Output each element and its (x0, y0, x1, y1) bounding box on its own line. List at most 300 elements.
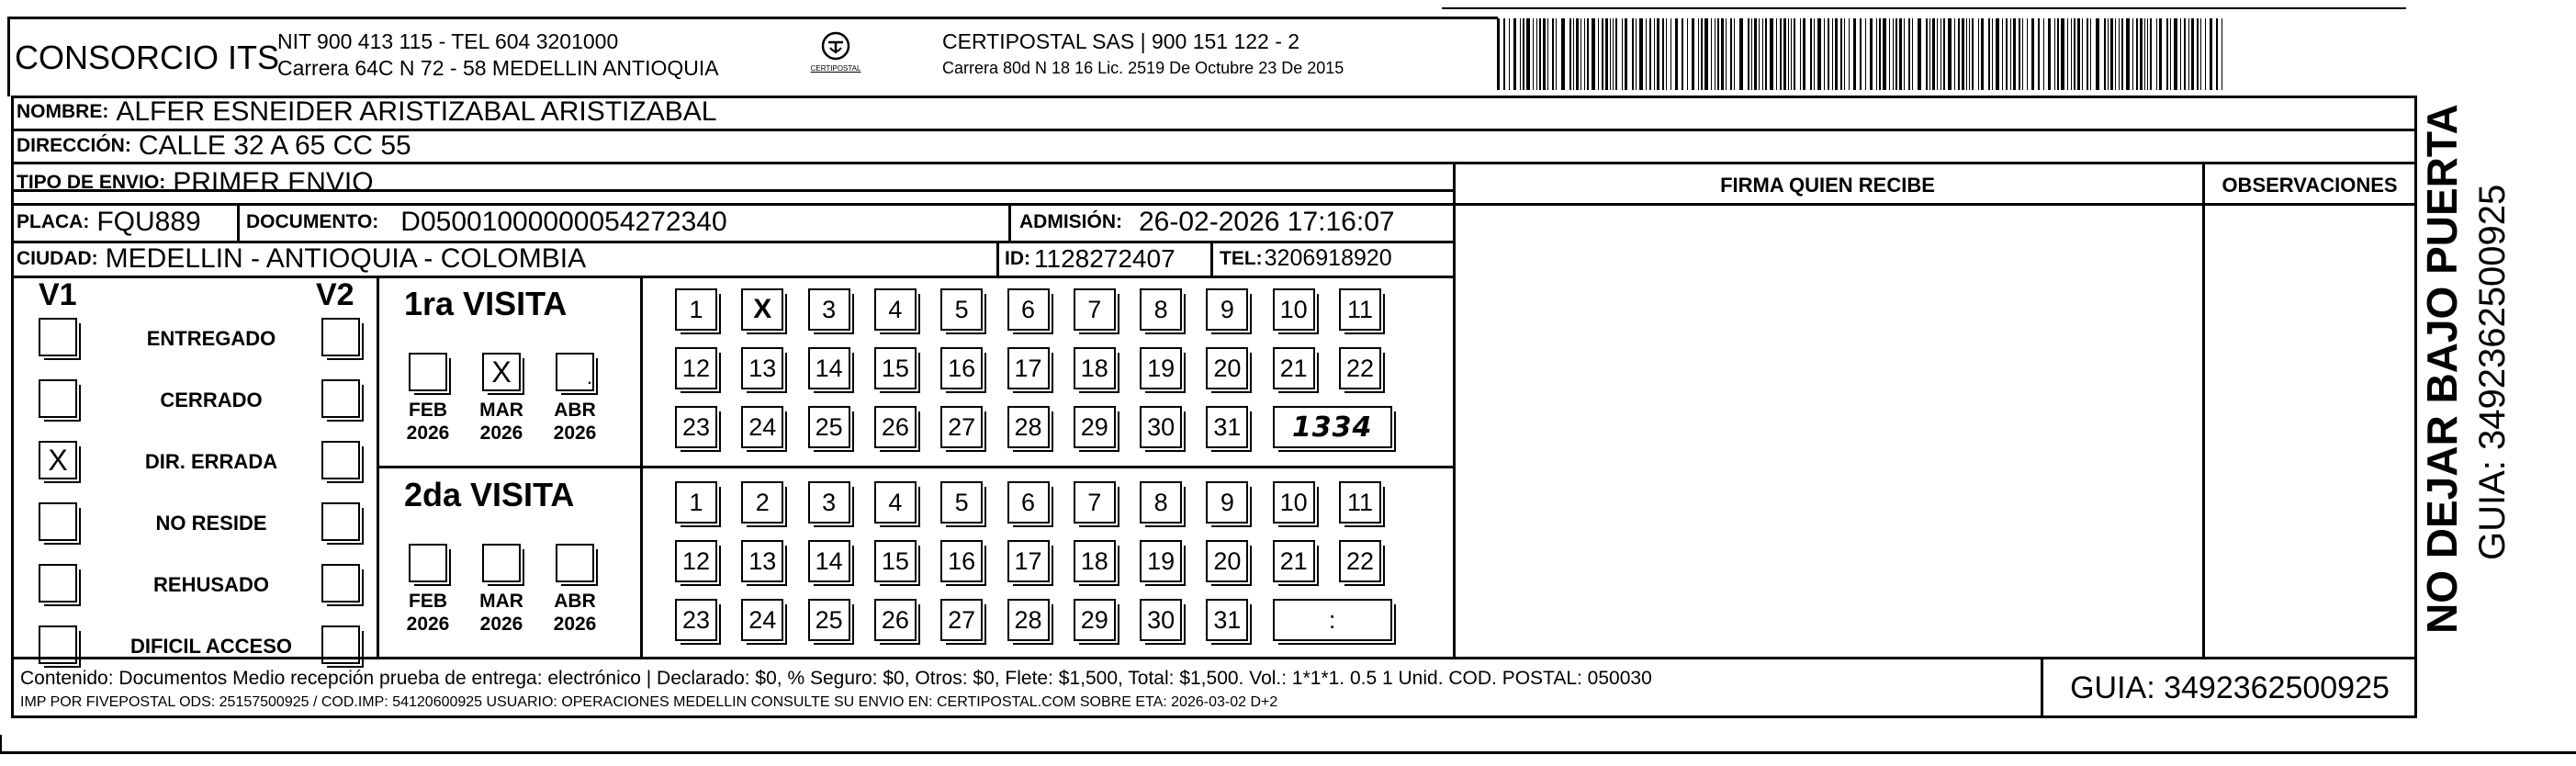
admision-label: ADMISIÓN: (1019, 211, 1122, 232)
direccion-label: DIRECCIÓN: (17, 134, 131, 156)
barcode-bar (1675, 18, 1678, 90)
barcode-bar (1958, 18, 1960, 90)
barcode-bar (1625, 18, 1627, 90)
day-box[interactable]: 2 (741, 481, 783, 524)
barcode-bar (2188, 18, 2189, 90)
barcode-bar (2174, 18, 2177, 90)
barcode-bar (1962, 18, 1964, 90)
barcode-bar (1666, 18, 1667, 90)
day-box[interactable]: 15 (874, 540, 917, 582)
nombre-value: ALFER ESNEIDER ARISTIZABAL ARISTIZABAL (116, 96, 717, 127)
day-box[interactable]: 18 (1074, 540, 1116, 582)
day-box[interactable]: 19 (1140, 347, 1182, 389)
barcode-bar (1978, 18, 1979, 90)
day-box[interactable]: 25 (808, 406, 850, 448)
divider (377, 466, 1453, 468)
barcode-bar (1751, 18, 1752, 90)
barcode-bar (1926, 18, 1928, 90)
barcode-bar (1912, 18, 1913, 90)
barcode-bar (2191, 18, 2194, 90)
day-box[interactable]: 12 (675, 347, 717, 389)
day-box[interactable]: 31 (1206, 406, 1248, 448)
barcode-bar (1598, 18, 1599, 90)
barcode (1497, 18, 2222, 90)
day-box[interactable]: 8 (1140, 481, 1182, 524)
day-box[interactable]: 11 (1339, 288, 1381, 331)
barcode-bar (2156, 18, 2157, 90)
barcode-bar (1895, 18, 1897, 90)
carrier-address: Carrera 80d N 18 16 Lic. 2519 De Octubre 23 De 2015 (942, 59, 1344, 77)
barcode-bar (1543, 18, 1546, 90)
nombre-row (17, 96, 716, 129)
v2-checkbox[interactable] (321, 625, 360, 664)
barcode-bar (1932, 18, 1935, 90)
day-box[interactable]: 5 (940, 481, 983, 524)
barcode-bar (2067, 18, 2068, 90)
v2-checkbox[interactable] (321, 379, 360, 418)
id-value: 1128272407 (1034, 243, 1176, 273)
company-address: Carrera 64C N 72 - 58 MEDELLIN ANTIOQUIA (277, 56, 719, 80)
month-label (469, 590, 534, 636)
barcode-bar (2216, 18, 2218, 90)
barcode-bar (1849, 18, 1850, 90)
time-box[interactable]: : (1273, 599, 1392, 641)
divider (1453, 162, 1456, 657)
day-box[interactable]: 9 (1206, 288, 1248, 331)
v2-label: V2 (316, 277, 354, 312)
logo-text: CERTIPOSTAL (810, 64, 861, 73)
day-box[interactable]: 28 (1007, 406, 1050, 448)
firma-header: FIRMA QUIEN RECIBE (1720, 174, 1935, 197)
observaciones-header: OBSERVACIONES (2222, 174, 2398, 197)
v2-checkbox[interactable] (321, 441, 360, 479)
day-box[interactable]: 3 (808, 481, 850, 524)
barcode-bar (1943, 18, 1945, 90)
barcode-bar (1765, 18, 1767, 90)
divider (377, 276, 379, 657)
ciudad-label: CIUDAD: (17, 247, 98, 269)
day-box[interactable]: X (741, 288, 783, 331)
day-box[interactable]: 1 (675, 481, 717, 524)
barcode-bar (1605, 18, 1608, 90)
divider (11, 276, 1453, 278)
barcode-bar (1810, 18, 1812, 90)
day-box[interactable]: 27 (940, 406, 983, 448)
barcode-bar (2115, 18, 2116, 90)
barcode-bar (1622, 18, 1623, 90)
day-box[interactable]: 30 (1140, 599, 1182, 641)
day-box[interactable]: 7 (1074, 288, 1116, 331)
day-box[interactable]: 20 (1206, 347, 1248, 389)
certipostal-logo (808, 28, 863, 79)
day-box[interactable]: 24 (741, 599, 783, 641)
barcode-bar (1569, 18, 1571, 90)
barcode-bar (1698, 18, 1699, 90)
month-label (469, 399, 534, 445)
day-box[interactable]: 21 (1273, 347, 1315, 389)
day-box[interactable]: 19 (1140, 540, 1182, 582)
barcode-bar (2010, 18, 2011, 90)
first-visit-title: 1ra VISITA (404, 285, 568, 322)
divider (1210, 241, 1213, 276)
month-checkbox[interactable]: . (556, 353, 594, 391)
barcode-bar (2087, 18, 2088, 90)
barcode-bar (2077, 18, 2080, 90)
month-year: 2026 (406, 614, 450, 635)
barcode-bar (1776, 18, 1777, 90)
v1-checkbox[interactable] (39, 502, 77, 541)
barcode-bar (1824, 18, 1825, 90)
barcode-bar (1613, 18, 1614, 90)
left-border (0, 735, 2, 753)
day-box[interactable]: 10 (1273, 481, 1315, 524)
month-name: MAR (479, 591, 523, 612)
barcode-bar (1844, 18, 1845, 90)
barcode-bar (2210, 18, 2212, 90)
barcode-bar (1954, 18, 1955, 90)
placa-label: PLACA: (17, 211, 90, 232)
top-border (1442, 7, 2406, 9)
barcode-bar (2057, 18, 2059, 90)
barcode-bar (1561, 18, 1565, 90)
barcode-bar (1762, 18, 1763, 90)
day-box[interactable]: 16 (940, 347, 983, 389)
barcode-bar (1828, 18, 1829, 90)
v1-checkbox[interactable] (39, 625, 77, 664)
month-checkbox[interactable] (556, 544, 594, 582)
placa-row (17, 204, 201, 241)
barcode-bar (1701, 18, 1703, 90)
day-box[interactable]: 17 (1007, 540, 1050, 582)
month-checkbox[interactable] (409, 544, 447, 582)
divider (2041, 657, 2043, 718)
barcode-bar (2019, 18, 2020, 90)
v2-checkbox[interactable] (321, 318, 360, 356)
day-box[interactable]: 3 (808, 288, 850, 331)
day-box[interactable]: 26 (874, 599, 917, 641)
month-name: FEB (409, 591, 447, 612)
barcode-bar (2180, 18, 2181, 90)
barcode-bar (2082, 18, 2083, 90)
day-box[interactable]: 28 (1007, 599, 1050, 641)
day-box[interactable]: 29 (1074, 599, 1116, 641)
company-name: CONSORCIO ITS (15, 39, 280, 76)
bottom-border (0, 751, 2576, 754)
barcode-bar (1584, 18, 1585, 90)
time-box[interactable]: 1334 (1273, 406, 1392, 448)
month-checkbox[interactable] (409, 353, 447, 391)
barcode-bar (2074, 18, 2075, 90)
day-box[interactable]: 4 (874, 288, 917, 331)
barcode-bar (2170, 18, 2171, 90)
barcode-bar (2022, 18, 2023, 90)
barcode-bar (1908, 18, 1910, 90)
tipo-label: TIPO DE ENVIO: (17, 172, 166, 193)
day-box[interactable]: 16 (940, 540, 983, 582)
barcode-bar (2121, 18, 2123, 90)
barcode-bar (1552, 18, 1554, 90)
barcode-bar (1592, 18, 1595, 90)
divider (640, 276, 643, 657)
month-label (543, 399, 607, 445)
day-box[interactable]: 10 (1273, 288, 1315, 331)
ciudad-row (17, 242, 586, 276)
barcode-bar (2071, 18, 2072, 90)
barcode-bar (1682, 18, 1683, 90)
barcode-bar (1639, 18, 1643, 90)
barcode-bar (1904, 18, 1905, 90)
barcode-bar (1803, 18, 1805, 90)
barcode-bar (2132, 18, 2133, 90)
divider (2202, 162, 2205, 657)
v1-checkbox[interactable] (39, 564, 77, 603)
barcode-bar (1918, 18, 1921, 90)
barcode-bar (1526, 18, 1530, 90)
day-box[interactable]: 9 (1206, 481, 1248, 524)
barcode-bar (1870, 18, 1873, 90)
day-box[interactable]: 24 (741, 406, 783, 448)
barcode-bar (1759, 18, 1760, 90)
barcode-bar (1783, 18, 1786, 90)
barcode-bar (1670, 18, 1671, 90)
day-box[interactable]: 23 (675, 406, 717, 448)
day-box[interactable]: 18 (1074, 347, 1116, 389)
barcode-bar (1576, 18, 1579, 90)
month-checkbox[interactable] (482, 544, 521, 582)
barcode-bar (1770, 18, 1773, 90)
divider (1008, 203, 1011, 241)
day-box[interactable]: 22 (1339, 347, 1381, 389)
barcode-bar (1969, 18, 1970, 90)
day-box[interactable]: 8 (1140, 288, 1182, 331)
barcode-bar (1865, 18, 1866, 90)
company-nit: NIT 900 413 115 - TEL 604 3201000 (277, 29, 619, 53)
barcode-bar (1687, 18, 1688, 90)
barcode-bar (1539, 18, 1541, 90)
month-year: 2026 (553, 614, 597, 635)
barcode-bar (2108, 18, 2109, 90)
barcode-bar (2140, 18, 2143, 90)
barcode-bar (1754, 18, 1757, 90)
barcode-bar (1814, 18, 1815, 90)
barcode-bar (2110, 18, 2113, 90)
carrier-name: CERTIPOSTAL SAS | 900 151 122 - 2 (942, 29, 1300, 53)
barcode-bar (1646, 18, 1647, 90)
barcode-bar (2090, 18, 2091, 90)
barcode-bar (2054, 18, 2055, 90)
day-box[interactable]: 15 (874, 347, 917, 389)
month-name: ABR (554, 591, 596, 612)
id-label: ID: (1005, 247, 1030, 269)
barcode-bar (1937, 18, 1938, 90)
barcode-bar (1899, 18, 1902, 90)
day-box[interactable]: 26 (874, 406, 917, 448)
barcode-bar (1503, 18, 1505, 90)
barcode-bar (1509, 18, 1510, 90)
day-box[interactable]: 25 (808, 599, 850, 641)
placa-value: FQU889 (96, 207, 201, 237)
month-year: 2026 (553, 422, 597, 444)
barcode-bar (2027, 18, 2028, 90)
barcode-bar (1547, 18, 1548, 90)
barcode-bar (1835, 18, 1838, 90)
v2-checkbox[interactable] (321, 502, 360, 541)
barcode-bar (1662, 18, 1664, 90)
ciudad-value: MEDELLIN - ANTIOQUIA - COLOMBIA (105, 242, 587, 274)
month-year: 2026 (479, 614, 523, 635)
day-box[interactable]: 29 (1074, 406, 1116, 448)
barcode-bar (1497, 18, 1500, 90)
status-label: DIR. ERRADA (144, 450, 278, 473)
v1-checkbox[interactable] (39, 318, 77, 356)
barcode-bar (1657, 18, 1659, 90)
barcode-bar (2096, 18, 2099, 90)
day-box[interactable]: 11 (1339, 481, 1381, 524)
barcode-bar (1800, 18, 1801, 90)
day-box[interactable]: 1 (675, 288, 717, 331)
barcode-bar (1817, 18, 1821, 90)
day-box[interactable]: 23 (675, 599, 717, 641)
divider (237, 203, 240, 241)
barcode-bar (1840, 18, 1842, 90)
day-box[interactable]: 20 (1206, 540, 1248, 582)
barcode-bar (1748, 18, 1749, 90)
status-label: REHUSADO (153, 573, 269, 596)
barcode-bar (1556, 18, 1557, 90)
barcode-bar (1717, 18, 1719, 90)
month-checkbox[interactable]: X (482, 353, 521, 391)
status-label: ENTREGADO (146, 327, 276, 350)
month-name: MAR (479, 400, 523, 421)
day-box[interactable]: 4 (874, 481, 917, 524)
day-box[interactable]: 14 (808, 540, 850, 582)
day-box[interactable]: 6 (1007, 288, 1050, 331)
barcode-bar (2197, 18, 2199, 90)
tel-row (1220, 242, 1392, 276)
barcode-bar (1636, 18, 1637, 90)
barcode-bar (1791, 18, 1792, 90)
barcode-bar (2200, 18, 2201, 90)
footer-line1: Contenido: Documentos Medio recepción prueba de entrega: electrónico | Declarado: $0, % Seguro: $0, Otros: $0, Flete: $1,500, Total: $1,500. Vol.: 1*1*1. 0.5 1 Unid. COD. POSTAL: 050030 (20, 668, 1652, 689)
barcode-bar (1726, 18, 1727, 90)
barcode-bar (1879, 18, 1881, 90)
barcode-bar (2119, 18, 2120, 90)
day-box[interactable]: 6 (1007, 481, 1050, 524)
day-box[interactable]: 14 (808, 347, 850, 389)
day-box[interactable]: 22 (1339, 540, 1381, 582)
barcode-bar (2147, 18, 2148, 90)
barcode-bar (1966, 18, 1967, 90)
barcode-bar (1573, 18, 1574, 90)
id-row (1005, 242, 1176, 276)
barcode-bar (1721, 18, 1724, 90)
v1-checkbox[interactable]: X (39, 441, 77, 479)
barcode-bar (1940, 18, 1941, 90)
divider (996, 241, 999, 276)
admision-value: 26-02-2026 17:16:07 (1139, 207, 1395, 237)
day-box[interactable]: 27 (940, 599, 983, 641)
barcode-bar (1734, 18, 1735, 90)
barcode-bar (1533, 18, 1534, 90)
side-warning: NO DEJAR BAJO PUERTA (2418, 104, 2466, 634)
barcode-bar (1654, 18, 1655, 90)
footer-guia: GUIA: 3492362500925 (2070, 670, 2390, 705)
barcode-bar (1893, 18, 1894, 90)
day-box[interactable]: 13 (741, 540, 783, 582)
month-name: FEB (409, 400, 447, 421)
day-box[interactable]: 31 (1206, 599, 1248, 641)
barcode-bar (2104, 18, 2106, 90)
day-box[interactable]: 21 (1273, 540, 1315, 582)
barcode-bar (1948, 18, 1952, 90)
barcode-bar (2013, 18, 2016, 90)
v1-checkbox[interactable] (39, 379, 77, 418)
barcode-bar (1992, 18, 1993, 90)
barcode-bar (2150, 18, 2152, 90)
barcode-bar (1996, 18, 1999, 90)
divider (11, 657, 2417, 659)
v1-label: V1 (39, 277, 77, 312)
tel-value: 3206918920 (1264, 245, 1392, 271)
barcode-bar (1988, 18, 1990, 90)
barcode-bar (1739, 18, 1743, 90)
month-year: 2026 (479, 422, 523, 444)
barcode-bar (1704, 18, 1708, 90)
day-box[interactable]: 13 (741, 347, 783, 389)
barcode-bar (2184, 18, 2186, 90)
direccion-row (17, 130, 411, 162)
day-box[interactable]: 17 (1007, 347, 1050, 389)
barcode-bar (1513, 18, 1516, 90)
barcode-bar (2166, 18, 2168, 90)
tel-label: TEL: (1220, 247, 1263, 269)
admision-row (1019, 204, 1395, 241)
barcode-bar (2136, 18, 2138, 90)
day-box[interactable]: 12 (675, 540, 717, 582)
v2-checkbox[interactable] (321, 564, 360, 603)
barcode-bar (2205, 18, 2206, 90)
barcode-bar (2126, 18, 2130, 90)
day-box[interactable]: 30 (1140, 406, 1182, 448)
barcode-bar (2043, 18, 2044, 90)
day-box[interactable]: 7 (1074, 481, 1116, 524)
nombre-label: NOMBRE: (17, 101, 109, 122)
barcode-bar (1730, 18, 1732, 90)
barcode-bar (1832, 18, 1833, 90)
barcode-bar (1536, 18, 1537, 90)
barcode-bar (1580, 18, 1581, 90)
barcode-bar (1692, 18, 1694, 90)
barcode-bar (1587, 18, 1589, 90)
barcode-bar (1981, 18, 1984, 90)
tipo-value: PRIMER ENVIO (173, 167, 374, 197)
side-guia: GUIA: 3492362500925 (2472, 184, 2513, 560)
barcode-bar (2006, 18, 2008, 90)
month-label (396, 590, 460, 636)
day-box[interactable]: 5 (940, 288, 983, 331)
barcode-bar (1794, 18, 1795, 90)
barcode-bar (1853, 18, 1856, 90)
documento-label: DOCUMENTO: (246, 211, 379, 232)
barcode-bar (1711, 18, 1712, 90)
status-label: CERRADO (160, 389, 263, 411)
barcode-bar (2038, 18, 2040, 90)
barcode-bar (2031, 18, 2034, 90)
barcode-bar (2002, 18, 2003, 90)
barcode-bar (1615, 18, 1617, 90)
barcode-bar (1889, 18, 1890, 90)
barcode-bar (1602, 18, 1603, 90)
